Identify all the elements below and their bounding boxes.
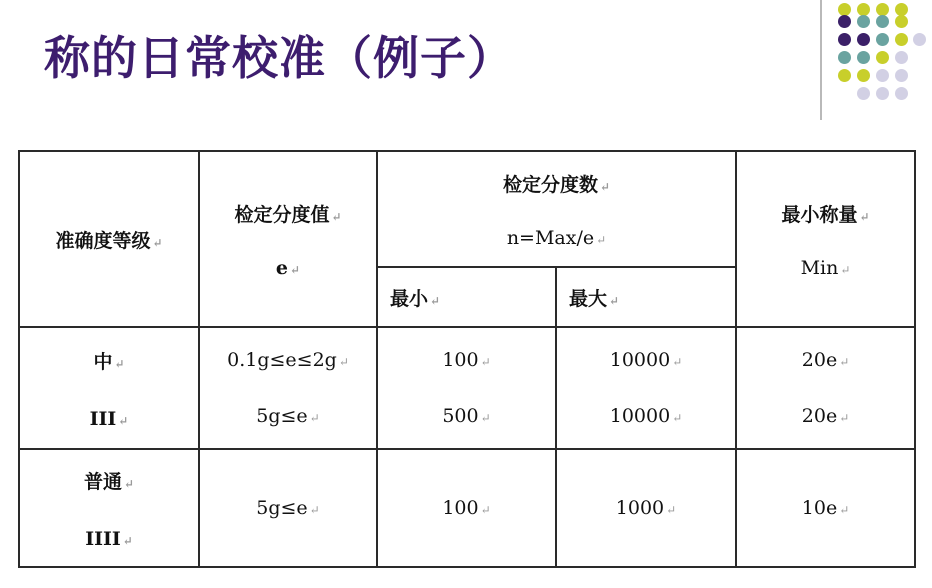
slide-title: 称的日常校准（例子） — [44, 31, 514, 85]
header-verification-interval: 检定分度值 ↵ e ↵ — [199, 151, 377, 327]
row-min: 100 ↵ — [377, 449, 556, 567]
decor-dot — [876, 51, 889, 64]
header-accuracy-class: 准确度等级 ↵ — [19, 151, 199, 327]
row-class-symbol: IIII ↵ — [85, 527, 133, 550]
decor-dot — [857, 87, 870, 100]
decor-dot — [895, 15, 908, 28]
decor-dot — [876, 69, 889, 82]
decor-dot — [857, 33, 870, 46]
decor-dot — [838, 15, 851, 28]
header-max: 最大 ↵ — [556, 267, 736, 327]
row-min: 100 ↵ 500 ↵ — [377, 327, 556, 449]
calibration-table — [18, 150, 916, 568]
header-verification-count: 检定分度数 ↵ n=Max/e ↵ — [377, 151, 736, 267]
header-min: 最小 ↵ — [377, 267, 556, 327]
decor-dot — [895, 69, 908, 82]
row-class-medium: 中 ↵ III ↵ — [19, 327, 199, 449]
decor-dot — [857, 51, 870, 64]
row-capacity: 20e ↵ 20e ↵ — [736, 327, 915, 449]
row-capacity: 10e ↵ — [736, 449, 915, 567]
decor-dot — [876, 33, 889, 46]
decor-dot — [876, 15, 889, 28]
header-divider — [820, 0, 822, 120]
row-class-ordinary: 普通 ↵ IIII ↵ — [19, 449, 199, 567]
decor-dot — [895, 51, 908, 64]
header-min-capacity-symbol: Min ↵ — [800, 256, 851, 279]
table-row — [19, 327, 915, 449]
calibration-table-container — [18, 150, 914, 568]
header-verification-interval-symbol: e ↵ — [275, 256, 301, 279]
decor-dot — [857, 69, 870, 82]
row-class-symbol: III ↵ — [89, 407, 129, 430]
row-max: 10000 ↵ 10000 ↵ — [556, 327, 736, 449]
decor-dot — [876, 87, 889, 100]
decor-dot — [838, 51, 851, 64]
decor-dot — [913, 33, 926, 46]
header-verification-count-formula: n=Max/e ↵ — [506, 226, 607, 249]
row-max: 1000 ↵ — [556, 449, 736, 567]
header-min-capacity: 最小称量 ↵ Min ↵ — [736, 151, 915, 327]
decor-dot — [838, 33, 851, 46]
row-interval: 5g≤e ↵ — [199, 449, 377, 567]
decor-dot — [838, 69, 851, 82]
row-interval: 0.1g≤e≤2g ↵ 5g≤e ↵ — [199, 327, 377, 449]
decor-dot — [857, 15, 870, 28]
table-row — [19, 449, 915, 567]
decor-dot — [895, 87, 908, 100]
decor-dot — [895, 33, 908, 46]
